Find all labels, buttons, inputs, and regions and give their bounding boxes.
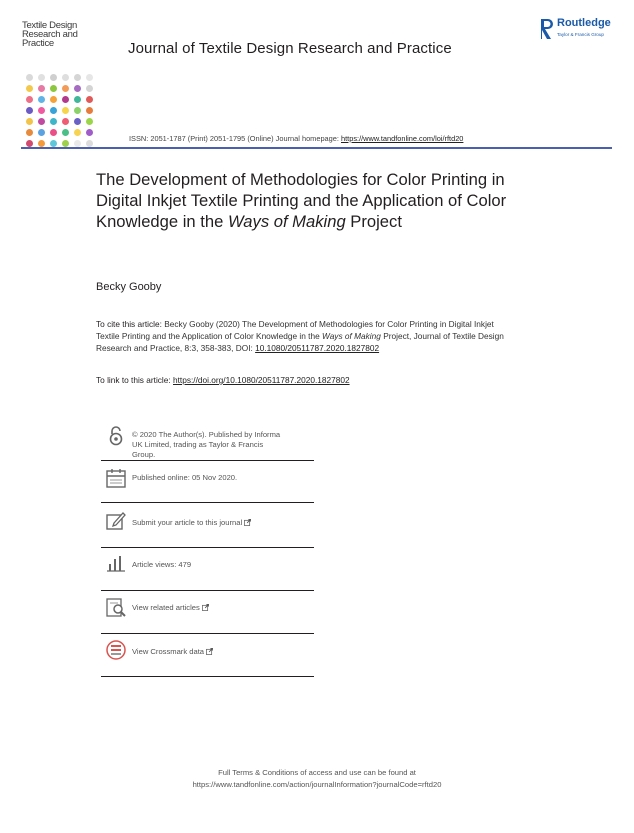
crossmark-text[interactable] (132, 647, 213, 657)
cover-dot (86, 74, 93, 81)
publisher-name: Routledge (557, 17, 611, 29)
cover-dot (86, 107, 93, 114)
article-title-text: The Development of Methodologies for Color Printing in Digital Inkjet Textile Printing and the Application of Color Knowledge in the (96, 170, 507, 231)
submit-text[interactable] (132, 518, 251, 528)
publisher-logo[interactable] (539, 17, 619, 43)
footer-url[interactable]: https://www.tandfonline.com/action/journalInformation?journalCode=rftd20 (192, 780, 442, 789)
journal-title[interactable]: Journal of Textile Design Research and Practice (128, 40, 452, 57)
divider (101, 590, 314, 591)
open-access-icon (105, 425, 127, 447)
cover-dot (38, 107, 45, 114)
cover-dot (86, 85, 93, 92)
cover-dot (74, 129, 81, 136)
cover-dot (38, 129, 45, 136)
external-link-icon (244, 519, 251, 526)
publisher-tagline: Taylor & Francis Group (557, 32, 604, 37)
cover-dot (74, 96, 81, 103)
footer (0, 767, 634, 791)
crossmark-icon (105, 639, 127, 661)
cover-dot (26, 107, 33, 114)
footer-terms: Full Terms & Conditions of access and use can be found at (218, 768, 416, 777)
cover-dot (62, 118, 69, 125)
external-link-icon (202, 604, 209, 611)
cover-dot (74, 74, 81, 81)
cover-dot (62, 85, 69, 92)
cover-dot (86, 96, 93, 103)
cover-title-line: Textile Design (22, 20, 77, 31)
citation-italic: Ways of Making (322, 331, 381, 341)
cover-dot (62, 140, 69, 147)
cover-dot (50, 85, 57, 92)
cover-color-dots (24, 73, 96, 148)
routledge-r-icon (539, 18, 555, 40)
license-line: Group. (132, 450, 156, 459)
cover-dot (50, 118, 57, 125)
views-text: Article views: 479 (132, 560, 192, 569)
cover-dot (26, 140, 33, 147)
doi-link[interactable]: 10.1080/20511787.2020.1827802 (255, 343, 380, 353)
issn-line (129, 134, 463, 143)
journal-homepage-link[interactable]: https://www.tandfonline.com/loi/rftd20 (341, 134, 464, 143)
cover-dot (26, 96, 33, 103)
divider (101, 633, 314, 634)
cover-dot (62, 129, 69, 136)
submit-label[interactable]: Submit your article to this journal (132, 518, 243, 527)
article-title-italic: Ways of Making (227, 212, 346, 231)
related-articles-link[interactable] (101, 596, 314, 634)
cover-dot (50, 140, 57, 147)
crossmark-label[interactable]: View Crossmark data (132, 647, 205, 656)
cover-dot (74, 85, 81, 92)
cover-dot (86, 118, 93, 125)
license-line: UK Limited, trading as Taylor & Francis (132, 440, 264, 449)
cover-dot (38, 140, 45, 147)
cover-dot (26, 85, 33, 92)
citation-text: Becky Gooby (2020) The Development of Methodologies for Color Printing in Digital Inkjet Textile Printing and the Application of Color Knowledge in the (96, 319, 494, 341)
cover-dot (26, 118, 33, 125)
citation-label: To cite this article: (96, 319, 162, 329)
cover-dot (38, 74, 45, 81)
related-text[interactable] (132, 603, 209, 613)
article-views (101, 553, 314, 591)
edit-icon (105, 510, 127, 532)
cover-dot (38, 118, 45, 125)
cover-dot (86, 140, 93, 147)
header-divider (21, 147, 612, 149)
cover-dot (74, 118, 81, 125)
calendar-icon (105, 467, 127, 489)
published-text: Published online: 05 Nov 2020. (132, 473, 238, 482)
cover-dot (86, 129, 93, 136)
cover-dot (50, 96, 57, 103)
cover-title-line: Practice (22, 38, 54, 49)
citation-text: Project, Journal of Textile Design Research and Practice, 8:3, 358-383, DOI: (96, 331, 504, 353)
cover-dot (74, 107, 81, 114)
cover-dot (38, 96, 45, 103)
divider (101, 502, 314, 503)
cover-dot (50, 107, 57, 114)
license-line: © 2020 The Author(s). Published by Informa (132, 430, 281, 439)
journal-cover-thumbnail (22, 17, 110, 133)
article-link-line (96, 375, 350, 385)
cover-dot (62, 74, 69, 81)
cover-dot (62, 96, 69, 103)
article-title-text: Project (345, 212, 402, 231)
license-text (132, 430, 280, 460)
issn-text: ISSN: 2051-1787 (Print) 2051-1795 (Online) Journal homepage: (129, 134, 341, 143)
cover-dot (62, 107, 69, 114)
cover-title-line: Research and (22, 29, 78, 40)
related-label[interactable]: View related articles (132, 603, 200, 612)
external-link-icon (206, 648, 213, 655)
cover-dot (38, 85, 45, 92)
divider (101, 676, 314, 677)
link-label: To link to this article: (96, 375, 174, 385)
submit-article-link[interactable] (101, 510, 314, 548)
author-name: Becky Gooby (96, 281, 162, 293)
citation-block (96, 318, 516, 354)
divider (101, 460, 314, 461)
cover-dot (50, 129, 57, 136)
published-online (101, 467, 314, 503)
cover-dot (26, 74, 33, 81)
open-access-license (101, 425, 314, 461)
article-doi-link[interactable]: https://doi.org/10.1080/20511787.2020.1827802 (173, 375, 350, 385)
cover-dot (74, 140, 81, 147)
crossmark-link[interactable] (101, 639, 314, 677)
divider (101, 547, 314, 548)
cover-dot (26, 129, 33, 136)
cover-dot (50, 74, 57, 81)
bar-chart-icon (105, 553, 127, 575)
related-articles-icon (105, 596, 127, 618)
article-title (96, 169, 526, 232)
